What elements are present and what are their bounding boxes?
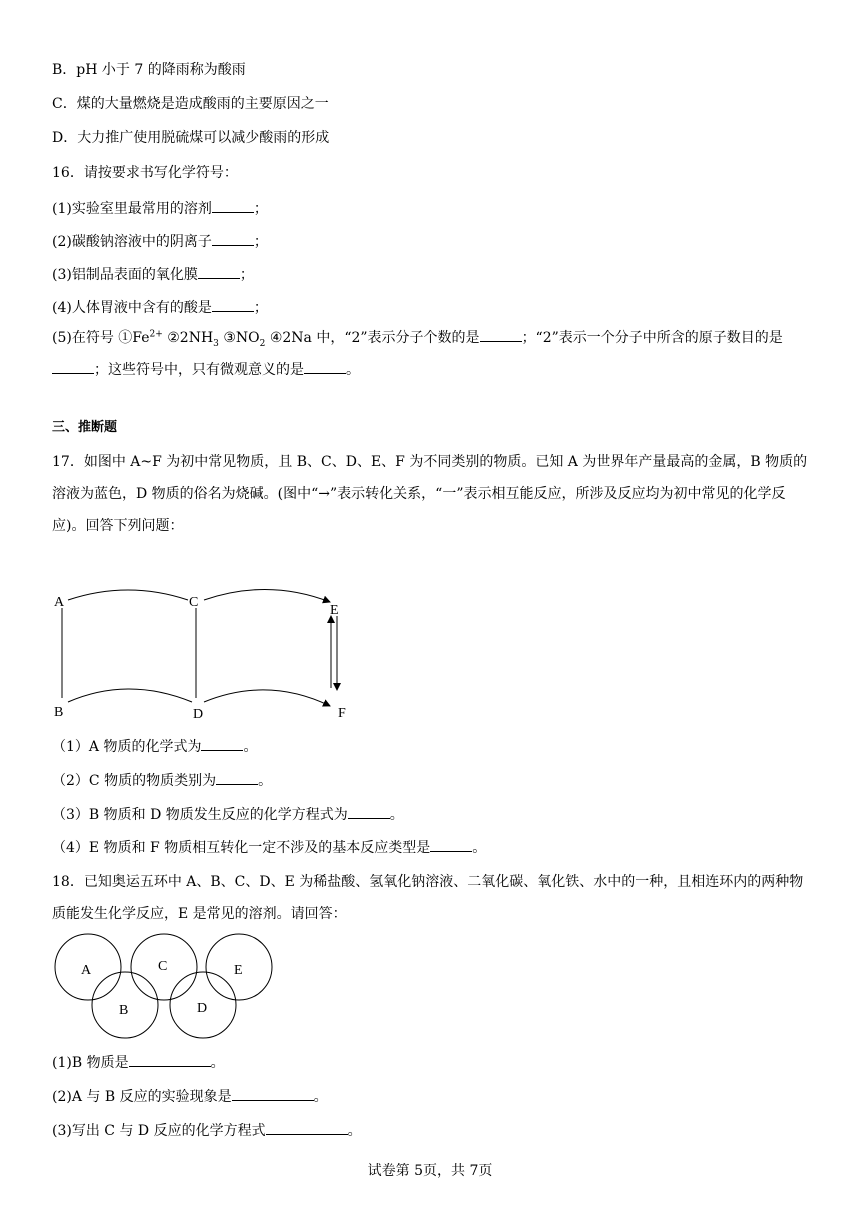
q17-part2-text: （2）C 物质的物质类别为 <box>52 773 217 789</box>
punct: ； <box>239 267 254 283</box>
q17-stem: 17．如图中 A~F 为初中常见物质，且 B、C、D、E、F 为不同类别的物质。已知 A 为世界年产量最高的金属，B 物质的溶液为蓝色，D 物质的俗名为烧碱。(图中“→”表示转化关系，“一”表示相互能反应，所涉及反应均为初中常见的化学反应)。回答下列问题： <box>52 454 808 534</box>
punct: ； <box>253 234 268 250</box>
q18-part1 <box>52 1052 225 1073</box>
q17-part4 <box>52 837 486 858</box>
q16-part5-text: ②2NH <box>162 330 214 346</box>
fe-charge: 2+ <box>149 329 163 340</box>
punct: 。 <box>472 840 487 856</box>
q16-part5-text: (5)在符号 ①Fe <box>52 330 150 346</box>
q16-part1-text: (1)实验室里最常用的溶剂 <box>52 201 212 217</box>
section-title: 三、推断题 <box>52 420 118 435</box>
punct: 。 <box>243 739 258 755</box>
q16-stem: 16．请按要求书写化学符号： <box>52 165 238 181</box>
punct: 。 <box>389 807 404 823</box>
q16-part3-text: (3)铝制品表面的氧化膜 <box>52 267 198 283</box>
answer-blank <box>232 1086 314 1101</box>
q18-part2-text: (2)A 与 B 反应的实验现象是 <box>52 1089 232 1105</box>
q18-stem: 18．已知奥运五环中 A、B、C、D、E 为稀盐酸、氢氧化钠溶液、二氧化碳、氧化铁、水中的一种，且相连环内的两种物质能发生化学反应，E 是常见的溶剂。请回答： <box>52 874 804 922</box>
q16-part2 <box>52 231 268 252</box>
answer-blank <box>216 770 258 785</box>
node-e: E <box>330 603 339 618</box>
q16-part4-text: (4)人体胃液中含有的酸是 <box>52 300 212 316</box>
answer-blank <box>52 359 94 374</box>
q16-part5 <box>52 322 812 386</box>
q16-part3 <box>52 264 254 285</box>
answer-blank <box>198 264 240 279</box>
q16-part5-text: ③NO <box>218 330 260 346</box>
ring-label-e: E <box>234 963 243 978</box>
q17-part3-text: （3）B 物质和 D 物质发生反应的化学方程式为 <box>52 807 348 823</box>
arc-b-d <box>68 689 192 702</box>
ring-label-a: A <box>81 963 92 978</box>
q15-option-d: D．大力推广使用脱硫煤可以减少酸雨的形成 <box>52 130 330 146</box>
answer-blank <box>430 837 472 852</box>
q17-part3 <box>52 804 404 825</box>
q15-option-c: C．煤的大量燃烧是造成酸雨的主要原因之一 <box>52 96 329 112</box>
nh3-subscript: 3 <box>213 338 219 349</box>
arc-c-e <box>204 589 330 602</box>
q17-part4-text: （4）E 物质和 F 物质相互转化一定不涉及的基本反应类型是 <box>52 840 431 856</box>
q17-part1-text: （1）A 物质的化学式为 <box>52 739 202 755</box>
node-b: B <box>54 705 64 720</box>
punct: 。 <box>346 362 360 378</box>
q16-part5-text: ；“2”表示一个分子中所含的原子数目的是 <box>521 330 783 346</box>
node-d: D <box>193 707 204 722</box>
answer-blank <box>201 736 243 751</box>
punct: ； <box>253 300 268 316</box>
ring-label-b: B <box>119 1003 129 1018</box>
q16-part5-text: ；这些符号中，只有微观意义的是 <box>94 362 304 378</box>
ring-label-d: D <box>197 1001 208 1016</box>
q15-option-b: B．pH 小于 7 的降雨称为酸雨 <box>52 62 246 78</box>
q17-part2 <box>52 770 272 791</box>
q16-part5-text: ④2Na 中，“2”表示分子个数的是 <box>265 330 480 346</box>
q17-part1 <box>52 736 257 757</box>
olympic-rings-diagram <box>48 930 288 1040</box>
arc-a-c <box>68 590 188 600</box>
ring-label-c: C <box>158 959 168 974</box>
answer-blank <box>266 1120 348 1135</box>
q18-part1-text: (1)B 物质是 <box>52 1055 129 1071</box>
q18-part2 <box>52 1086 328 1107</box>
answer-blank <box>129 1052 211 1067</box>
node-a: A <box>54 595 65 610</box>
q18-part3 <box>52 1120 362 1141</box>
no2-subscript: 2 <box>259 338 266 349</box>
punct: ； <box>253 201 268 217</box>
punct: 。 <box>258 773 273 789</box>
punct: 。 <box>347 1123 362 1139</box>
q16-part2-text: (2)碳酸钠溶液中的阴离子 <box>52 234 212 250</box>
answer-blank <box>212 231 254 246</box>
node-f: F <box>338 706 346 721</box>
answer-blank <box>212 198 254 213</box>
q16-part4 <box>52 297 268 318</box>
page-footer: 试卷第 5页，共 7页 <box>367 1163 493 1179</box>
answer-blank <box>480 327 522 342</box>
answer-blank <box>212 297 254 312</box>
answer-blank <box>348 804 390 819</box>
arc-d-f <box>204 690 330 706</box>
q17-relation-diagram <box>50 588 370 723</box>
answer-blank <box>304 359 346 374</box>
punct: 。 <box>210 1055 225 1071</box>
node-c: C <box>189 595 199 610</box>
q16-part1 <box>52 198 268 219</box>
q18-part3-text: (3)写出 C 与 D 反应的化学方程式 <box>52 1123 266 1139</box>
punct: 。 <box>313 1089 328 1105</box>
